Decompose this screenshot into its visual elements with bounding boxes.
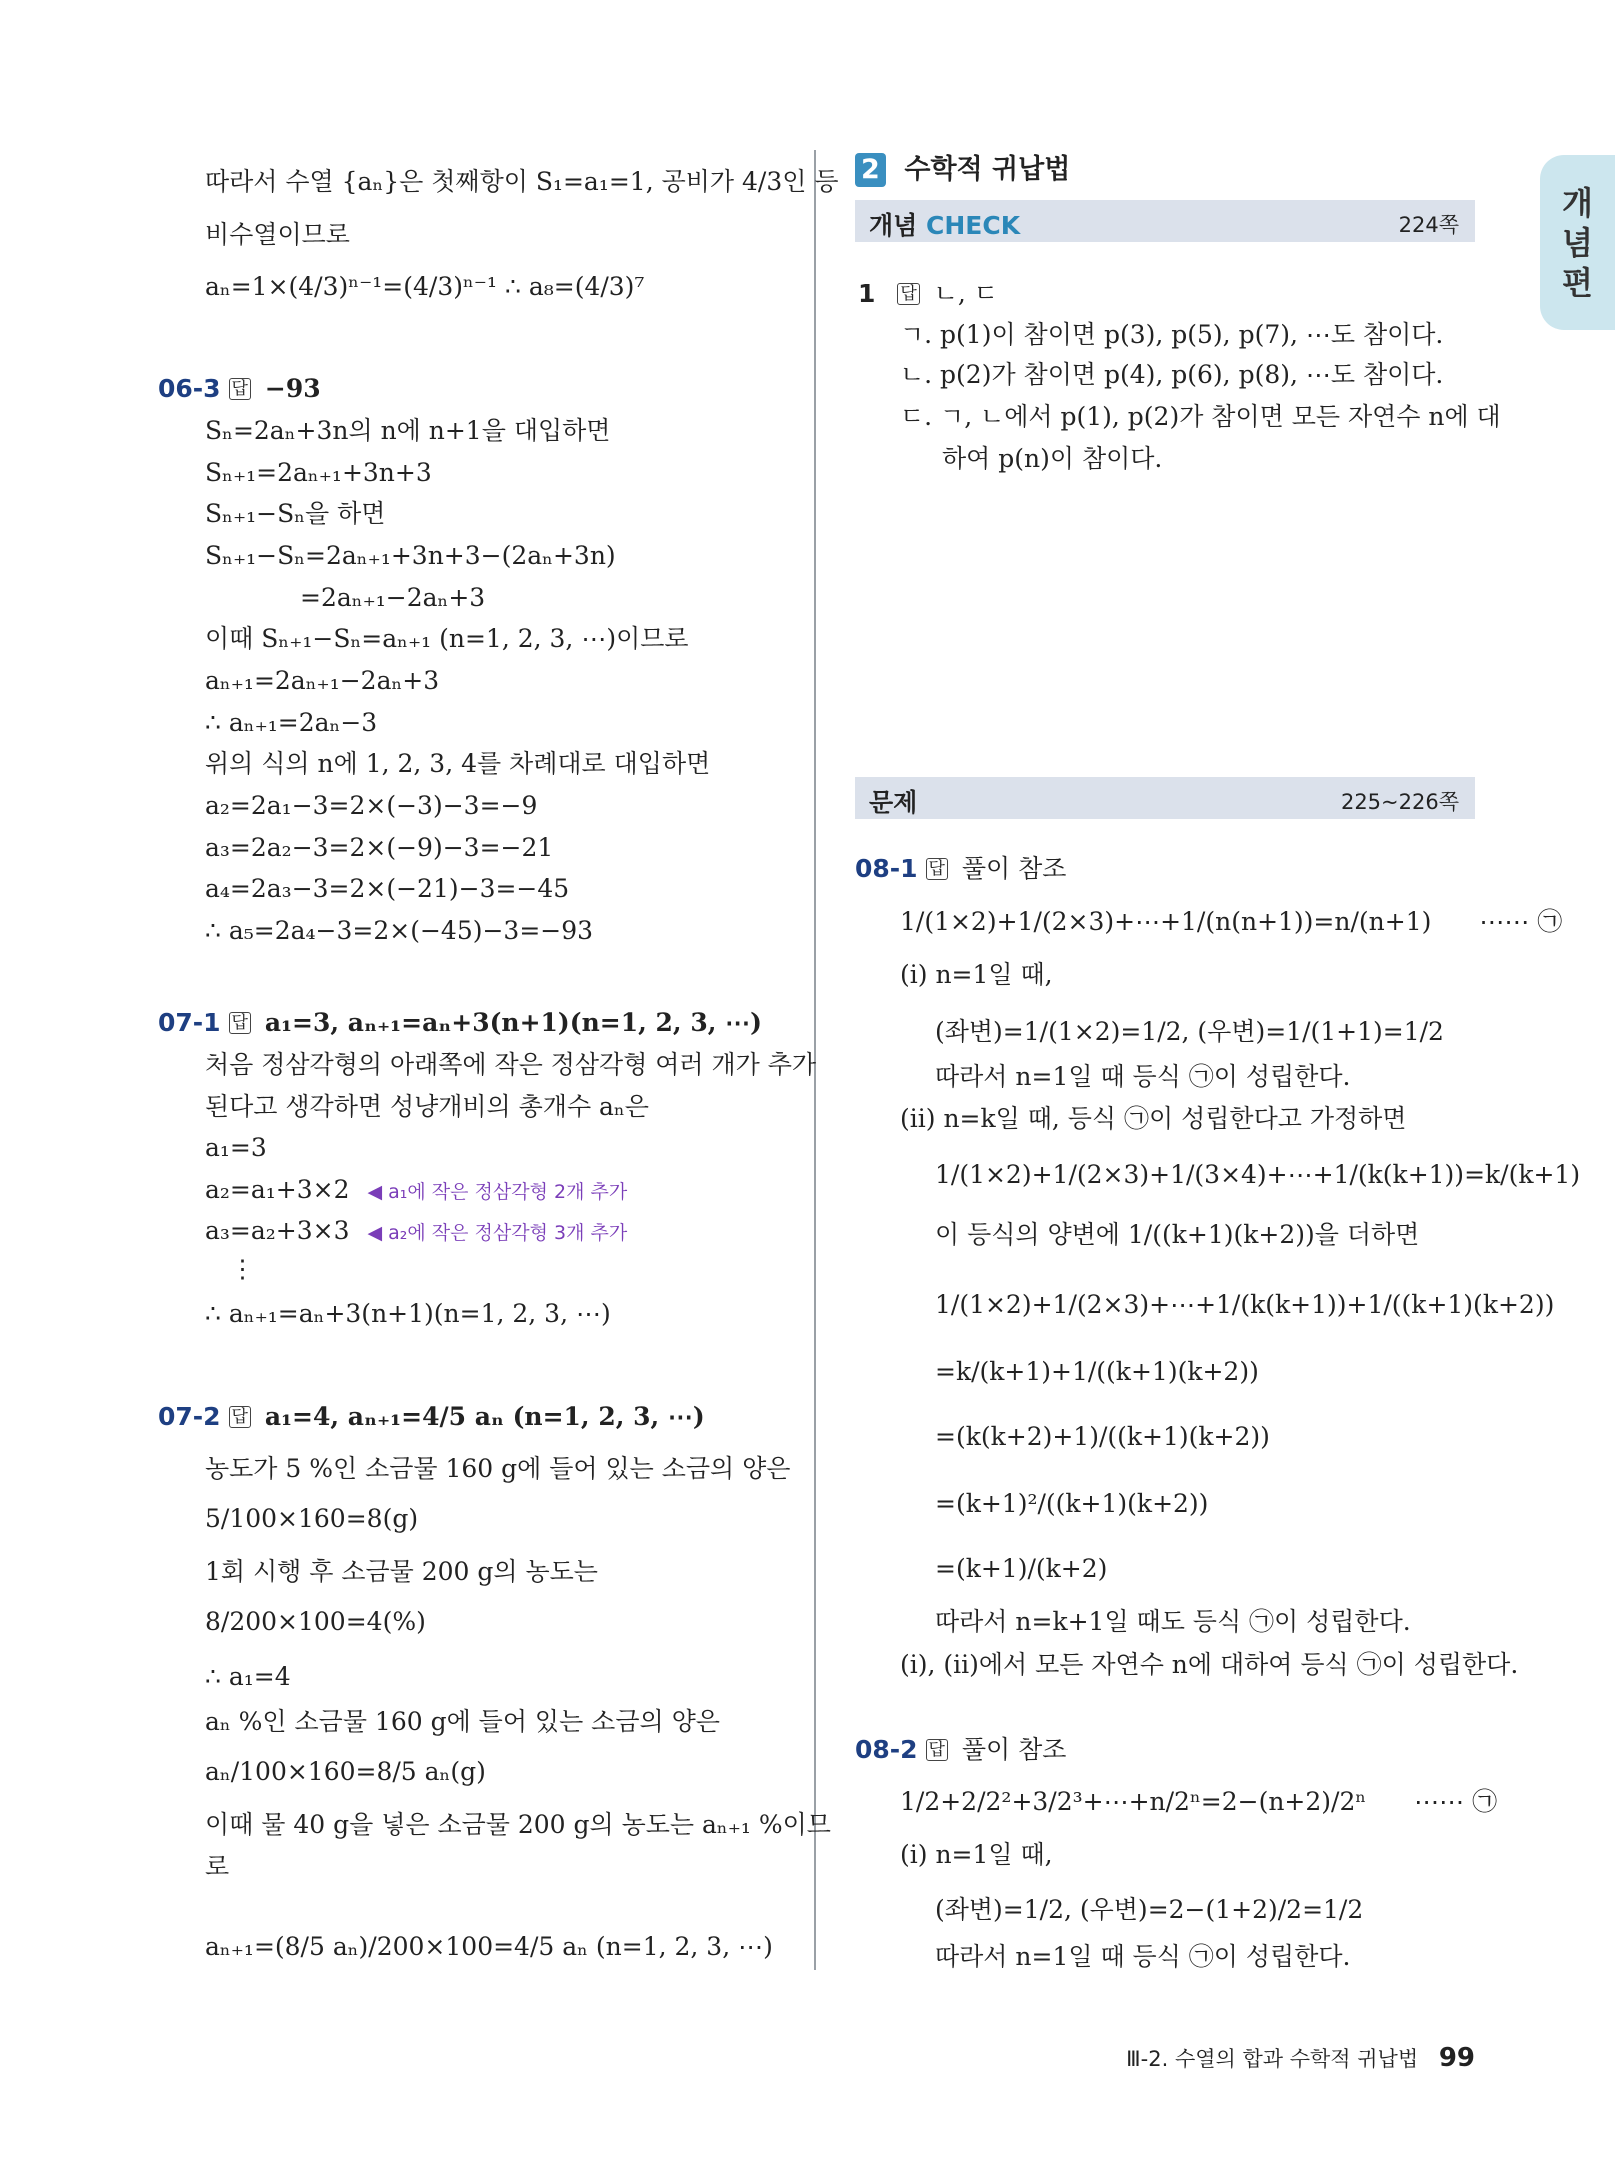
check-number: 1 xyxy=(858,279,876,308)
solution-line: a₄=2a₃−3=2×(−21)−3=−45 xyxy=(205,874,570,903)
solution-line xyxy=(205,1214,627,1250)
problem-id: 08-1 xyxy=(855,854,918,883)
bar-title-b: CHECK xyxy=(926,211,1021,240)
answer-icon: 답 xyxy=(897,283,919,305)
problem-header-07-2 xyxy=(158,1400,705,1434)
vertical-ellipsis: ⋮ xyxy=(230,1254,255,1283)
solution-line: 된다고 생각하면 성냥개비의 총개수 aₙ은 xyxy=(205,1092,649,1121)
solution-line: Sₙ=2aₙ+3n의 n에 n+1을 대입하면 xyxy=(205,416,611,445)
solution-line: 1/(1×2)+1/(2×3)+⋯+1/(k(k+1))+1/((k+1)(k+2)) xyxy=(935,1290,1555,1319)
concept-check-bar xyxy=(855,200,1475,242)
problem-header-08-1 xyxy=(855,852,1066,886)
bar-title xyxy=(869,206,1020,242)
page-number: 99 xyxy=(1438,2043,1475,2073)
answer-text: 풀이 참조 xyxy=(961,854,1067,883)
equation-line xyxy=(900,1785,1497,1819)
solution-line: 농도가 5 %인 소금물 160 g에 들어 있는 소금의 양은 xyxy=(205,1454,791,1483)
solution-line: 8/200×100=4(%) xyxy=(205,1607,426,1636)
problem-id: 07-2 xyxy=(158,1402,221,1431)
bar-title-a: 개념 xyxy=(869,211,918,240)
formula: a₃=a₂+3×3 xyxy=(205,1216,350,1245)
answer-text: ㄴ, ㄷ xyxy=(933,279,998,308)
problem-header-06-3 xyxy=(158,372,321,406)
check-line: ㄷ. ㄱ, ㄴ에서 p(1), p(2)가 참이면 모든 자연수 n에 대 xyxy=(900,402,1501,431)
check-1-header xyxy=(858,277,998,311)
section-title xyxy=(855,153,1070,187)
problem-id: 08-2 xyxy=(855,1735,918,1764)
solution-line: =2aₙ₊₁−2aₙ+3 xyxy=(300,583,486,612)
solution-line: Sₙ₊₁=2aₙ₊₁+3n+3 xyxy=(205,458,432,487)
formula: a₂=a₁+3×2 xyxy=(205,1175,350,1204)
side-tab-char: 념 xyxy=(1562,223,1593,262)
bar-pages: 225~226쪽 xyxy=(1340,790,1459,814)
problem-header-08-2 xyxy=(855,1733,1066,1767)
solution-line: aₙ₊₁=2aₙ₊₁−2aₙ+3 xyxy=(205,666,440,695)
solution-line: aₙ/100×160=8/5 aₙ(g) xyxy=(205,1757,486,1786)
solution-line: (i) n=1일 때, xyxy=(900,960,1053,989)
solution-line: 이 등식의 양변에 1/((k+1)(k+2))을 더하면 xyxy=(935,1220,1420,1249)
chapter-label: Ⅲ-2. 수열의 합과 수학적 귀납법 xyxy=(1126,2047,1419,2071)
equation-tag: ⋯⋯ ㉠ xyxy=(1479,907,1563,936)
check-line: ㄴ. p(2)가 참이면 p(4), p(6), p(8), ⋯도 참이다. xyxy=(900,360,1444,389)
problem-header-07-1 xyxy=(158,1006,762,1040)
intro-formula: aₙ=1×(4/3)ⁿ⁻¹=(4/3)ⁿ⁻¹ ∴ a₈=(4/3)⁷ xyxy=(205,272,645,301)
intro-line: 따라서 수열 {aₙ}은 첫째항이 S₁=a₁=1, 공비가 4/3인 등 xyxy=(205,167,839,196)
answer-icon: 답 xyxy=(229,1012,251,1034)
problem-id: 06-3 xyxy=(158,374,221,403)
solution-line: 이때 물 40 g을 넣은 소금물 200 g의 농도는 aₙ₊₁ %이므 xyxy=(205,1810,831,1839)
answer-icon: 답 xyxy=(229,378,251,400)
answer-icon: 답 xyxy=(926,1739,948,1761)
note: ◀ a₁에 작은 정삼각형 2개 추가 xyxy=(367,1181,628,1203)
solution-line: Sₙ₊₁−Sₙ=2aₙ₊₁+3n+3−(2aₙ+3n) xyxy=(205,541,616,570)
solution-line: aₙ %인 소금물 160 g에 들어 있는 소금의 양은 xyxy=(205,1707,720,1736)
bar-title: 문제 xyxy=(869,788,918,817)
equation: 1/2+2/2²+3/2³+⋯+n/2ⁿ=2−(n+2)/2ⁿ xyxy=(900,1787,1367,1816)
solution-line: 1회 시행 후 소금물 200 g의 농도는 xyxy=(205,1557,598,1586)
solution-line: 로 xyxy=(205,1852,230,1881)
bar-pages: 224쪽 xyxy=(1398,213,1459,237)
solution-line: (ii) n=k일 때, 등식 ㉠이 성립한다고 가정하면 xyxy=(900,1104,1407,1133)
problem-bar xyxy=(855,777,1475,819)
solution-line xyxy=(205,1173,627,1209)
equation-line xyxy=(900,905,1562,939)
side-tab-concept xyxy=(1540,155,1615,330)
answer-text: −93 xyxy=(264,374,321,403)
solution-line: =(k(k+2)+1)/((k+1)(k+2)) xyxy=(935,1422,1270,1451)
equation-tag: ⋯⋯ ㉠ xyxy=(1414,1787,1498,1816)
solution-line: ∴ a₁=4 xyxy=(205,1662,291,1691)
answer-icon: 답 xyxy=(926,858,948,880)
solution-line: 따라서 n=k+1일 때도 등식 ㉠이 성립한다. xyxy=(935,1607,1411,1636)
solution-line: ∴ a₅=2a₄−3=2×(−45)−3=−93 xyxy=(205,916,594,945)
problem-id: 07-1 xyxy=(158,1008,221,1037)
solution-line: Sₙ₊₁−Sₙ을 하면 xyxy=(205,499,386,528)
solution-line: ∴ aₙ₊₁=2aₙ−3 xyxy=(205,708,378,737)
solution-line: a₁=3 xyxy=(205,1133,267,1162)
solution-line: 위의 식의 n에 1, 2, 3, 4를 차례대로 대입하면 xyxy=(205,749,711,778)
section-number: 2 xyxy=(855,153,886,187)
solution-line: =k/(k+1)+1/((k+1)(k+2)) xyxy=(935,1357,1259,1386)
solution-line: (i), (ii)에서 모든 자연수 n에 대하여 등식 ㉠이 성립한다. xyxy=(900,1650,1519,1679)
side-tab-char: 편 xyxy=(1562,263,1593,302)
check-line: 하여 p(n)이 참이다. xyxy=(942,444,1163,473)
answer-icon: 답 xyxy=(229,1406,251,1428)
answer-text: a₁=3, aₙ₊₁=aₙ+3(n+1)(n=1, 2, 3, ⋯) xyxy=(264,1008,762,1037)
solution-line: a₂=2a₁−3=2×(−3)−3=−9 xyxy=(205,791,538,820)
page-footer xyxy=(1126,2043,1475,2073)
equation: 1/(1×2)+1/(2×3)+⋯+1/(n(n+1))=n/(n+1) xyxy=(900,907,1432,936)
solution-line: (좌변)=1/2, (우변)=2−(1+2)/2=1/2 xyxy=(935,1895,1364,1924)
solution-line: ∴ aₙ₊₁=aₙ+3(n+1)(n=1, 2, 3, ⋯) xyxy=(205,1299,611,1328)
solution-line: 이때 Sₙ₊₁−Sₙ=aₙ₊₁ (n=1, 2, 3, ⋯)이므로 xyxy=(205,624,689,653)
solution-line: =(k+1)²/((k+1)(k+2)) xyxy=(935,1489,1209,1518)
solution-line: a₃=2a₂−3=2×(−9)−3=−21 xyxy=(205,833,554,862)
answer-text: 풀이 참조 xyxy=(961,1735,1067,1764)
solution-line: aₙ₊₁=(8/5 aₙ)/200×100=4/5 aₙ (n=1, 2, 3, ⋯) xyxy=(205,1932,773,1961)
intro-line: 비수열이므로 xyxy=(205,220,350,249)
solution-line: =(k+1)/(k+2) xyxy=(935,1554,1108,1583)
solution-line: 5/100×160=8(g) xyxy=(205,1504,419,1533)
solution-line: (좌변)=1/(1×2)=1/2, (우변)=1/(1+1)=1/2 xyxy=(935,1017,1444,1046)
solution-line: 따라서 n=1일 때 등식 ㉠이 성립한다. xyxy=(935,1942,1351,1971)
section-name: 수학적 귀납법 xyxy=(904,154,1071,185)
solution-line: 따라서 n=1일 때 등식 ㉠이 성립한다. xyxy=(935,1062,1351,1091)
side-tab-char: 개 xyxy=(1562,183,1593,222)
answer-text: a₁=4, aₙ₊₁=4/5 aₙ (n=1, 2, 3, ⋯) xyxy=(264,1402,705,1431)
solution-line: (i) n=1일 때, xyxy=(900,1840,1053,1869)
solution-line: 처음 정삼각형의 아래쪽에 작은 정삼각형 여러 개가 추가 xyxy=(205,1050,817,1079)
check-line: ㄱ. p(1)이 참이면 p(3), p(5), p(7), ⋯도 참이다. xyxy=(900,320,1444,349)
note: ◀ a₂에 작은 정삼각형 3개 추가 xyxy=(367,1222,628,1244)
solution-line: 1/(1×2)+1/(2×3)+1/(3×4)+⋯+1/(k(k+1))=k/(k+1) xyxy=(935,1160,1581,1189)
